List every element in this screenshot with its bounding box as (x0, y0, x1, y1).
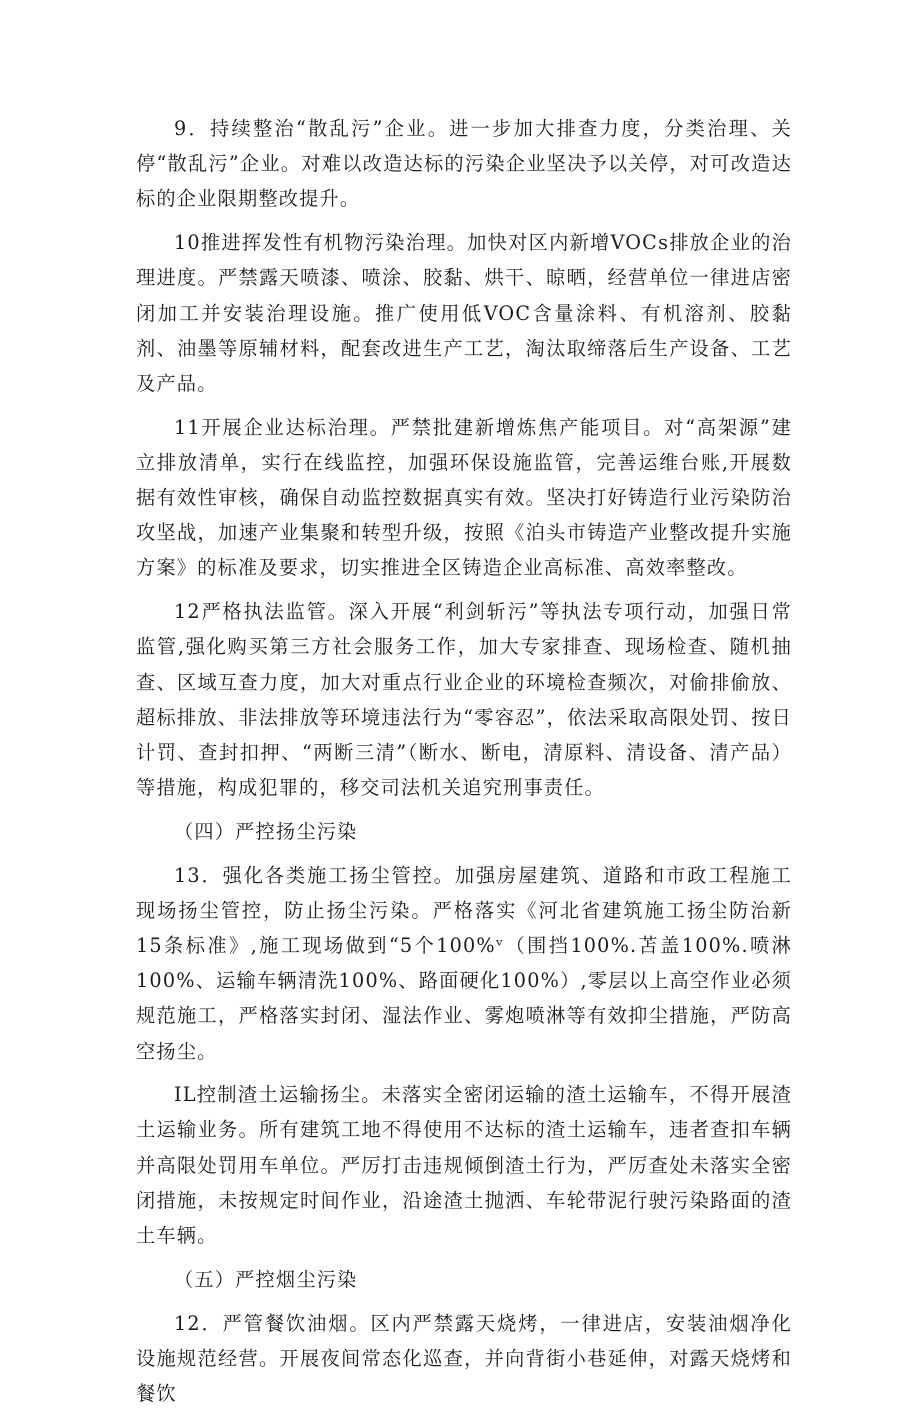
text-line: 立排放清单，实行在线监控，加强环保设施监管，完善运维台账,开展数据 (136, 451, 792, 509)
document-page (136, 111, 792, 1411)
text-line: 12严格执法监管。深入开展“利剑斩污”等执法专项行动，加强日常 (174, 600, 792, 623)
text-line: 业限期整改提升。 (197, 187, 360, 210)
paragraph-12-catering-fumes (136, 1306, 792, 1411)
paragraph-14-muck-transport-dust (136, 1077, 792, 1253)
text-line: 有效性审核，确保自动监控数据真实有效。坚决打好铸造行业污染防治攻坚 (136, 486, 792, 544)
text-line: 高限处罚用车单位。严厉打击违规倾倒渣土行为，严厉查处未落实全密闭措 (136, 1154, 792, 1212)
text-line: 10推进挥发性有机物污染治理。加快对区内新增VOCs排放企业的治 (174, 231, 792, 254)
paragraph-13-construction-dust (136, 858, 792, 1069)
paragraph-9-scattered-polluting-enterprises (136, 111, 792, 217)
text-line: 格落实封闭、湿法作业、雾炮喷淋等有效抑尘措施，严防高空扬尘。 (136, 1004, 792, 1062)
text-line: 土运输业务。所有建筑工地不得使用不达标的渣土运输车，违者查扣车辆并 (136, 1118, 792, 1176)
paragraph-12-law-enforcement (136, 594, 792, 805)
text-line: 乱污”企业。对难以改造达标的污染企业坚决予以关停，对可改造达标的企 (136, 152, 792, 210)
text-line: 加工并安装治理设施。推广使用低VOC含量涂料、有机溶剂、胶黏剂、油 (136, 302, 792, 360)
text-line: 监管,强化购买第三方社会服务工作，加大专家排查、现场检查、随机抽查、 (136, 635, 792, 693)
text-line: （五）严控烟尘污染 (174, 1268, 358, 1291)
paragraph-11-enterprise-compliance (136, 410, 792, 586)
text-line: 构成犯罪的，移交司法机关追究刑事责任。 (218, 776, 605, 799)
text-line: 场扬尘管控，防止扬尘污染。严格落实《河北省建筑施工扬尘防治新15条 (136, 899, 792, 957)
text-line: 理进度。严禁露天喷漆、喷涂、胶黏、烘干、晾晒，经营单位一律进店密闭 (136, 266, 792, 324)
text-line: 查封扣押、“两断三清”（断水、断电，清原料、清设备、清产品）等措施， (136, 741, 792, 799)
section-heading-dust-control (136, 814, 792, 849)
text-line: 战，加速产业集聚和转型升级，按照《泊头市铸造产业整改提升实施方案》 (136, 521, 792, 579)
text-line: 9．持续整治“散乱污”企业。进一步加大排查力度，分类治理、关停“散 (136, 117, 792, 175)
text-line: IL控制渣土运输扬尘。未落实全密闭运输的渣土运输车，不得开展渣 (174, 1083, 792, 1106)
text-line: 放、非法排放等环境违法行为“零容忍”，依法采取高限处罚、按日计罚、 (136, 706, 792, 764)
text-line: （四）严控扬尘污染 (174, 820, 358, 843)
text-line: 输车辆清洗100%、路面硬化100%）,零层以上高空作业必须规范施工，严 (136, 969, 792, 1027)
text-line: 施，未按规定时间作业，沿途渣土抛洒、车轮带泥行驶污染路面的渣土车辆。 (136, 1189, 792, 1247)
text-line: 区域互查力度，加大对重点行业企业的环境检查频次，对偷排偷放、超标排 (136, 671, 792, 729)
section-heading-smoke-control (136, 1262, 792, 1297)
text-line: 墨等原辅材料，配套改进生产工艺，淘汰取缔落后生产设备、工艺及产品。 (136, 337, 792, 395)
text-line: 13．强化各类施工扬尘管控。加强房屋建筑、道路和市政工程施工现 (136, 864, 792, 922)
text-line: 标准》,施工现场做到“5个100%ᵛ（围挡100%.苫盖100%.喷淋100%、运 (136, 934, 792, 992)
text-line: 施规范经营。开展夜间常态化巡查，并向背街小巷延伸，对露天烧烤和餐饮 (136, 1347, 792, 1405)
paragraph-10-vocs-governance (136, 225, 792, 401)
text-line: 的标准及要求，切实推进全区铸造企业高标准、高效率整改。 (197, 556, 747, 579)
text-line: 12．严管餐饮油烟。区内严禁露天烧烤，一律进店，安装油烟净化设 (136, 1312, 792, 1370)
text-line: 11开展企业达标治理。严禁批建新增炼焦产能项目。对“高架源”建 (174, 416, 792, 439)
